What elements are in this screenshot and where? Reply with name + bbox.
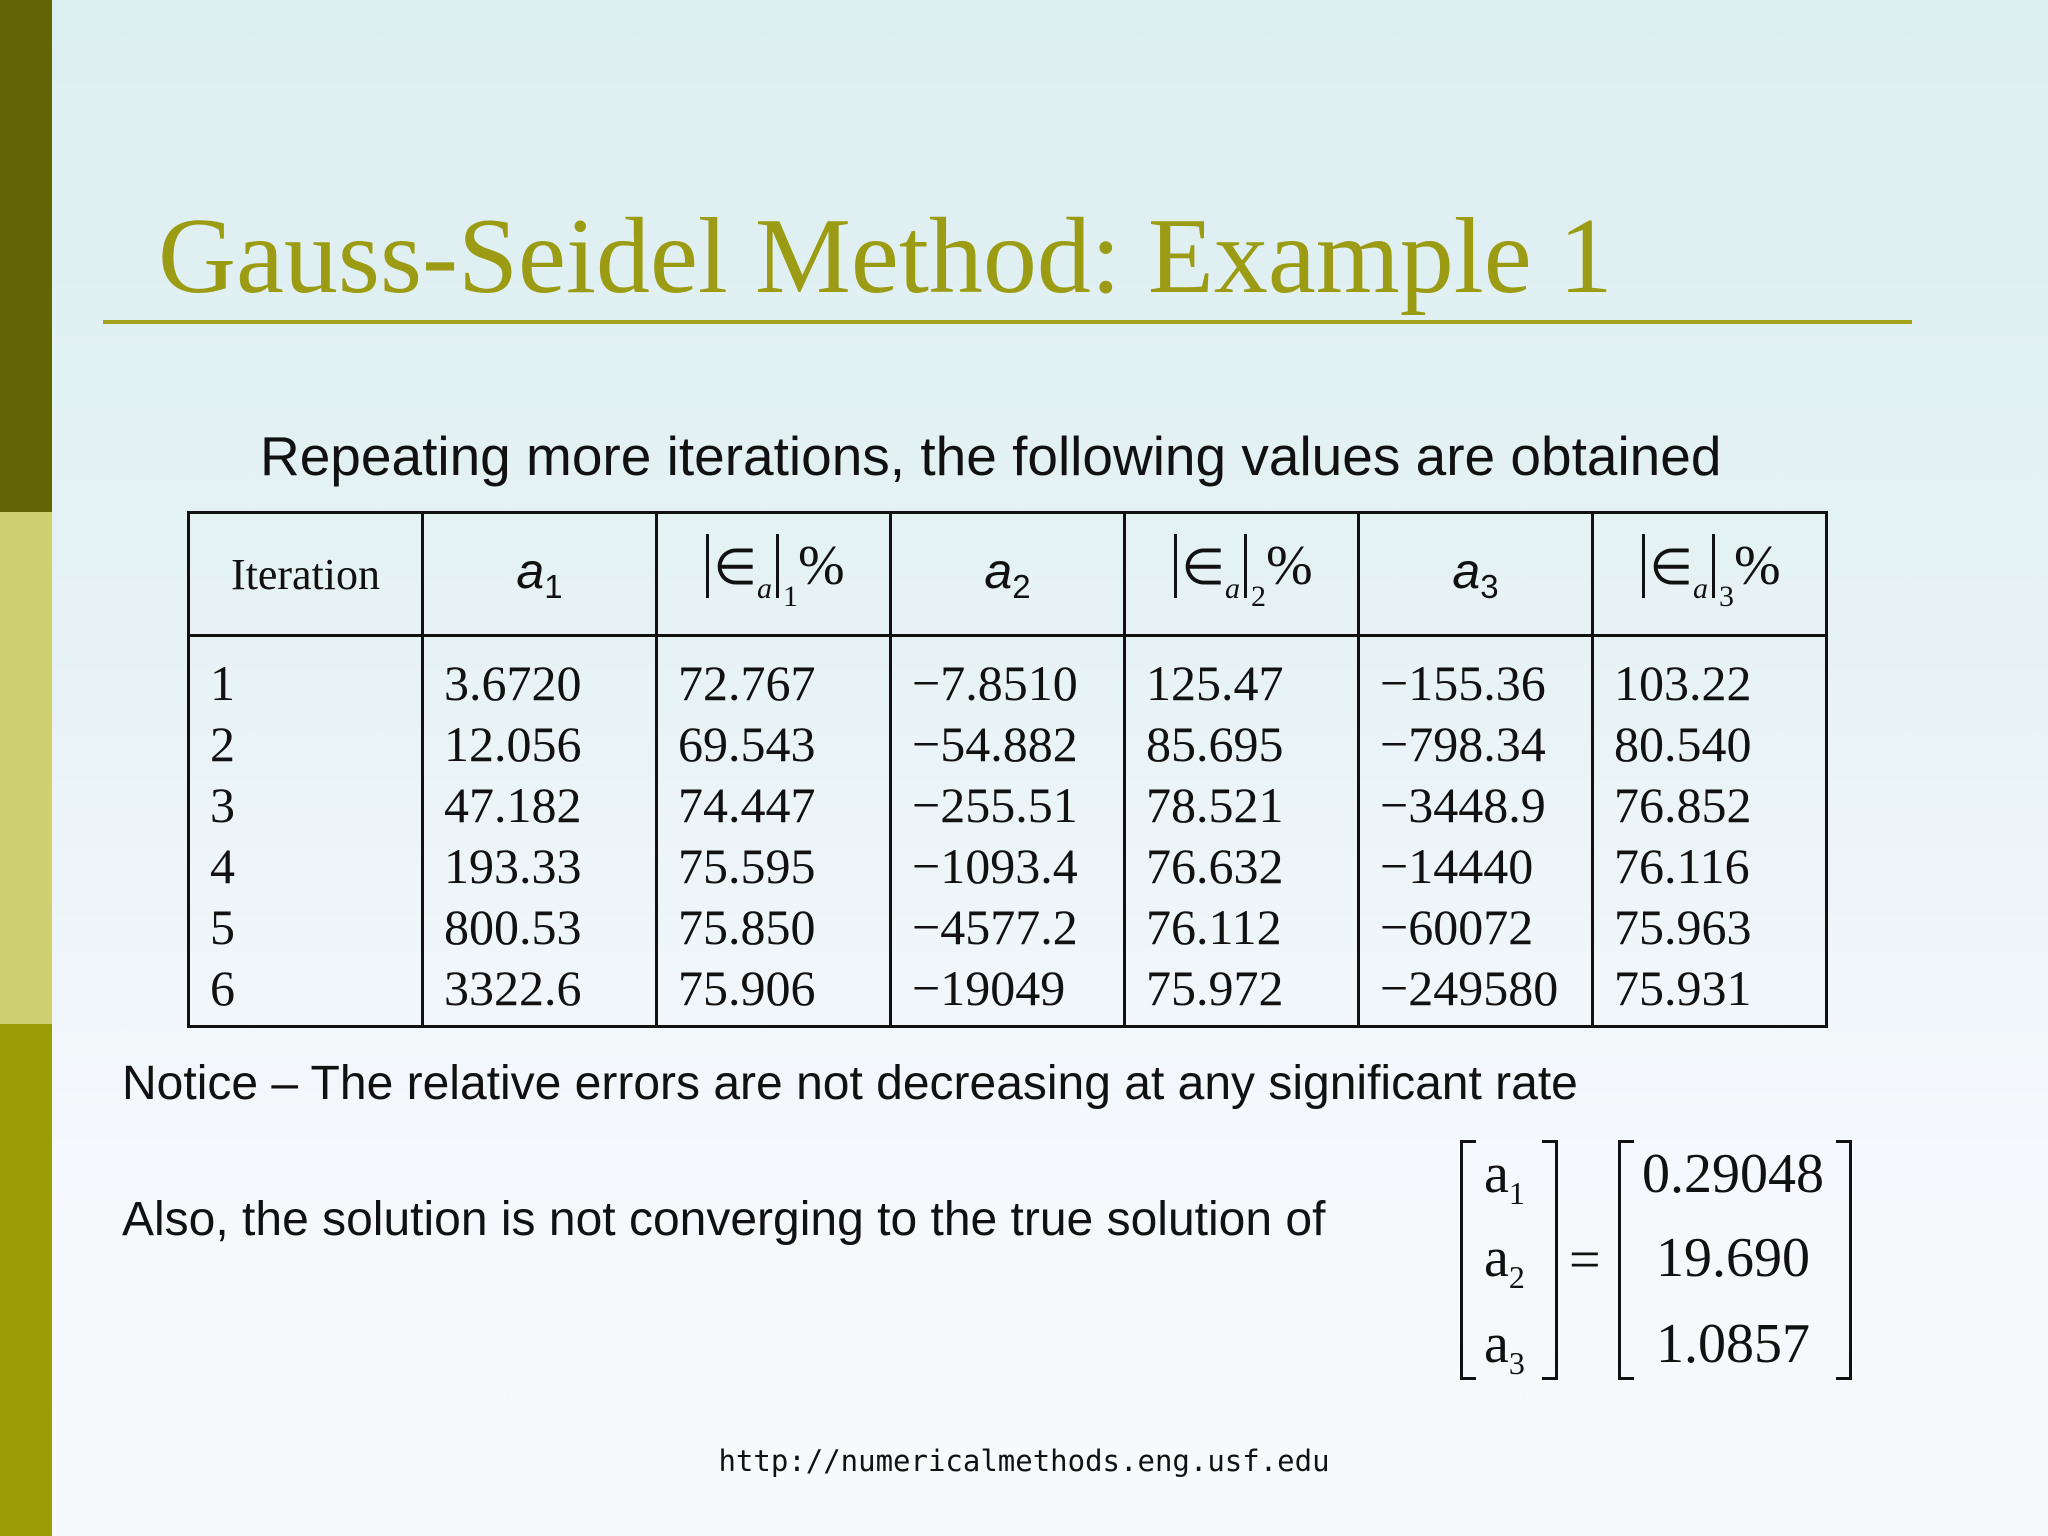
epsilon-symbol: ∈	[1649, 539, 1693, 595]
table-cell-iteration: 6	[210, 960, 235, 1016]
table-cell-e3: 80.540	[1614, 716, 1752, 772]
table-cell-e3: 76.852	[1614, 777, 1752, 833]
iteration-table	[187, 511, 1828, 1028]
solution-value-3: 1.0857	[1656, 1313, 1810, 1375]
table-cell-a3: −60072	[1380, 899, 1534, 955]
table-cell-e2: 76.632	[1146, 838, 1284, 894]
table-cell-a1: 193.33	[444, 838, 582, 894]
table-cell-e2: 78.521	[1146, 777, 1284, 833]
table-cell-a1: 800.53	[444, 899, 582, 955]
also-text: Also, the solution is not converging to the true solution of	[122, 1193, 1326, 1246]
table-cell-a3: −14440	[1380, 838, 1534, 894]
table-cell-e1: 75.906	[678, 960, 816, 1016]
epsilon-index: 2	[1250, 580, 1266, 613]
header-error-a3	[1593, 513, 1827, 636]
header-error-a1	[657, 513, 891, 636]
left-bracket	[1460, 1140, 1476, 1380]
table-cell-e1: 69.543	[678, 716, 816, 772]
table-body-row	[189, 636, 1827, 1027]
column-error-a2	[1125, 636, 1359, 1027]
epsilon-symbol: ∈	[1181, 539, 1225, 595]
table-cell-a3: −249580	[1380, 960, 1559, 1016]
table-cell-e2: 76.112	[1146, 899, 1282, 955]
left-bracket	[1618, 1140, 1634, 1380]
header-a2	[891, 513, 1125, 636]
slide-title: Gauss-Seidel Method: Example 1	[158, 197, 1613, 316]
abs-bar-left	[706, 534, 709, 598]
sidebar-band-dark	[0, 0, 52, 512]
table-cell-a3: −798.34	[1380, 716, 1546, 772]
table-cell-e2: 75.972	[1146, 960, 1284, 1016]
table-cell-a2: −54.882	[912, 716, 1078, 772]
table-cell-e3: 75.931	[1614, 960, 1752, 1016]
table-cell-a2: −4577.2	[912, 899, 1078, 955]
table-cell-e3: 76.116	[1614, 838, 1750, 894]
column-error-a3	[1593, 636, 1827, 1027]
column-error-a1	[657, 636, 891, 1027]
vector-entry-a2: $a_2$	[1484, 1227, 1525, 1295]
vector-entry-a1: $a_1$	[1484, 1143, 1525, 1211]
epsilon-symbol: ∈	[713, 539, 757, 595]
table-cell-iteration: 2	[210, 716, 235, 772]
table-cell-iteration: 3	[210, 777, 235, 833]
table-cell-e1: 74.447	[678, 777, 816, 833]
solution-value-1: 0.29048	[1642, 1143, 1824, 1205]
header-iteration: Iteration	[189, 513, 423, 636]
equals-sign: =	[1569, 1229, 1601, 1291]
slide-subtitle: Repeating more iterations, the following values are obtained	[260, 425, 1722, 487]
header-a1	[423, 513, 657, 636]
abs-bar-right	[776, 534, 779, 598]
epsilon-sub-a: a	[1224, 572, 1240, 605]
table-cell-a2: −19049	[912, 960, 1066, 1016]
header-a1-var: a	[516, 543, 545, 599]
table-cell-a3: −3448.9	[1380, 777, 1546, 833]
epsilon-sub-a: a	[1692, 572, 1708, 605]
abs-bar-right	[1712, 534, 1715, 598]
table-header-row	[189, 513, 1827, 636]
header-error-a2	[1125, 513, 1359, 636]
epsilon-sub-a: a	[756, 572, 772, 605]
abs-bar-right	[1244, 534, 1247, 598]
table-cell-a1: 47.182	[444, 777, 582, 833]
header-a3-var: a	[1452, 543, 1481, 599]
title-underline	[103, 320, 1912, 324]
unknowns-vector	[1460, 1140, 1558, 1380]
sidebar-decoration	[0, 0, 52, 1536]
table-cell-a1: 3322.6	[444, 960, 582, 1016]
abs-bar-left	[1642, 534, 1645, 598]
table-cell-e2: 85.695	[1146, 716, 1284, 772]
table-cell-a1: 3.6720	[444, 655, 582, 711]
header-a2-sub: 2	[1012, 568, 1031, 605]
footer-url: http://numericalmethods.eng.usf.edu	[718, 1444, 1330, 1478]
sidebar-band-light	[0, 512, 52, 1024]
column-a1	[423, 636, 657, 1027]
table-cell-a2: −255.51	[912, 777, 1078, 833]
epsilon-index: 1	[782, 580, 798, 613]
table-cell-iteration: 1	[210, 655, 235, 711]
percent-sign: %	[1733, 535, 1781, 597]
table-cell-a1: 12.056	[444, 716, 582, 772]
header-a1-sub: 1	[544, 568, 563, 605]
table-cell-e2: 125.47	[1146, 655, 1284, 711]
header-a3-sub: 3	[1480, 568, 1499, 605]
epsilon-index: 3	[1718, 580, 1734, 613]
table-cell-iteration: 5	[210, 899, 235, 955]
abs-bar-left	[1174, 534, 1177, 598]
solution-value-2: 19.690	[1656, 1227, 1810, 1289]
table-cell-e3: 75.963	[1614, 899, 1752, 955]
column-iteration	[189, 636, 423, 1027]
right-bracket	[1836, 1140, 1852, 1380]
vector-entry-a3: $a_3$	[1484, 1313, 1525, 1381]
table-cell-e1: 72.767	[678, 655, 816, 711]
table-cell-iteration: 4	[210, 838, 235, 894]
table-cell-a3: −155.36	[1380, 655, 1546, 711]
header-a3	[1359, 513, 1593, 636]
table-cell-e1: 75.595	[678, 838, 816, 894]
percent-sign: %	[1265, 535, 1313, 597]
notice-text: Notice – The relative errors are not decreasing at any significant rate	[122, 1057, 1578, 1110]
column-a2	[891, 636, 1125, 1027]
table-cell-e1: 75.850	[678, 899, 816, 955]
right-bracket	[1542, 1140, 1558, 1380]
table-cell-a2: −1093.4	[912, 838, 1078, 894]
table-cell-e3: 103.22	[1614, 655, 1752, 711]
header-a2-var: a	[984, 543, 1013, 599]
table-cell-a2: −7.8510	[912, 655, 1078, 711]
percent-sign: %	[797, 535, 845, 597]
column-a3	[1359, 636, 1593, 1027]
true-solution-vector	[1618, 1140, 1852, 1380]
